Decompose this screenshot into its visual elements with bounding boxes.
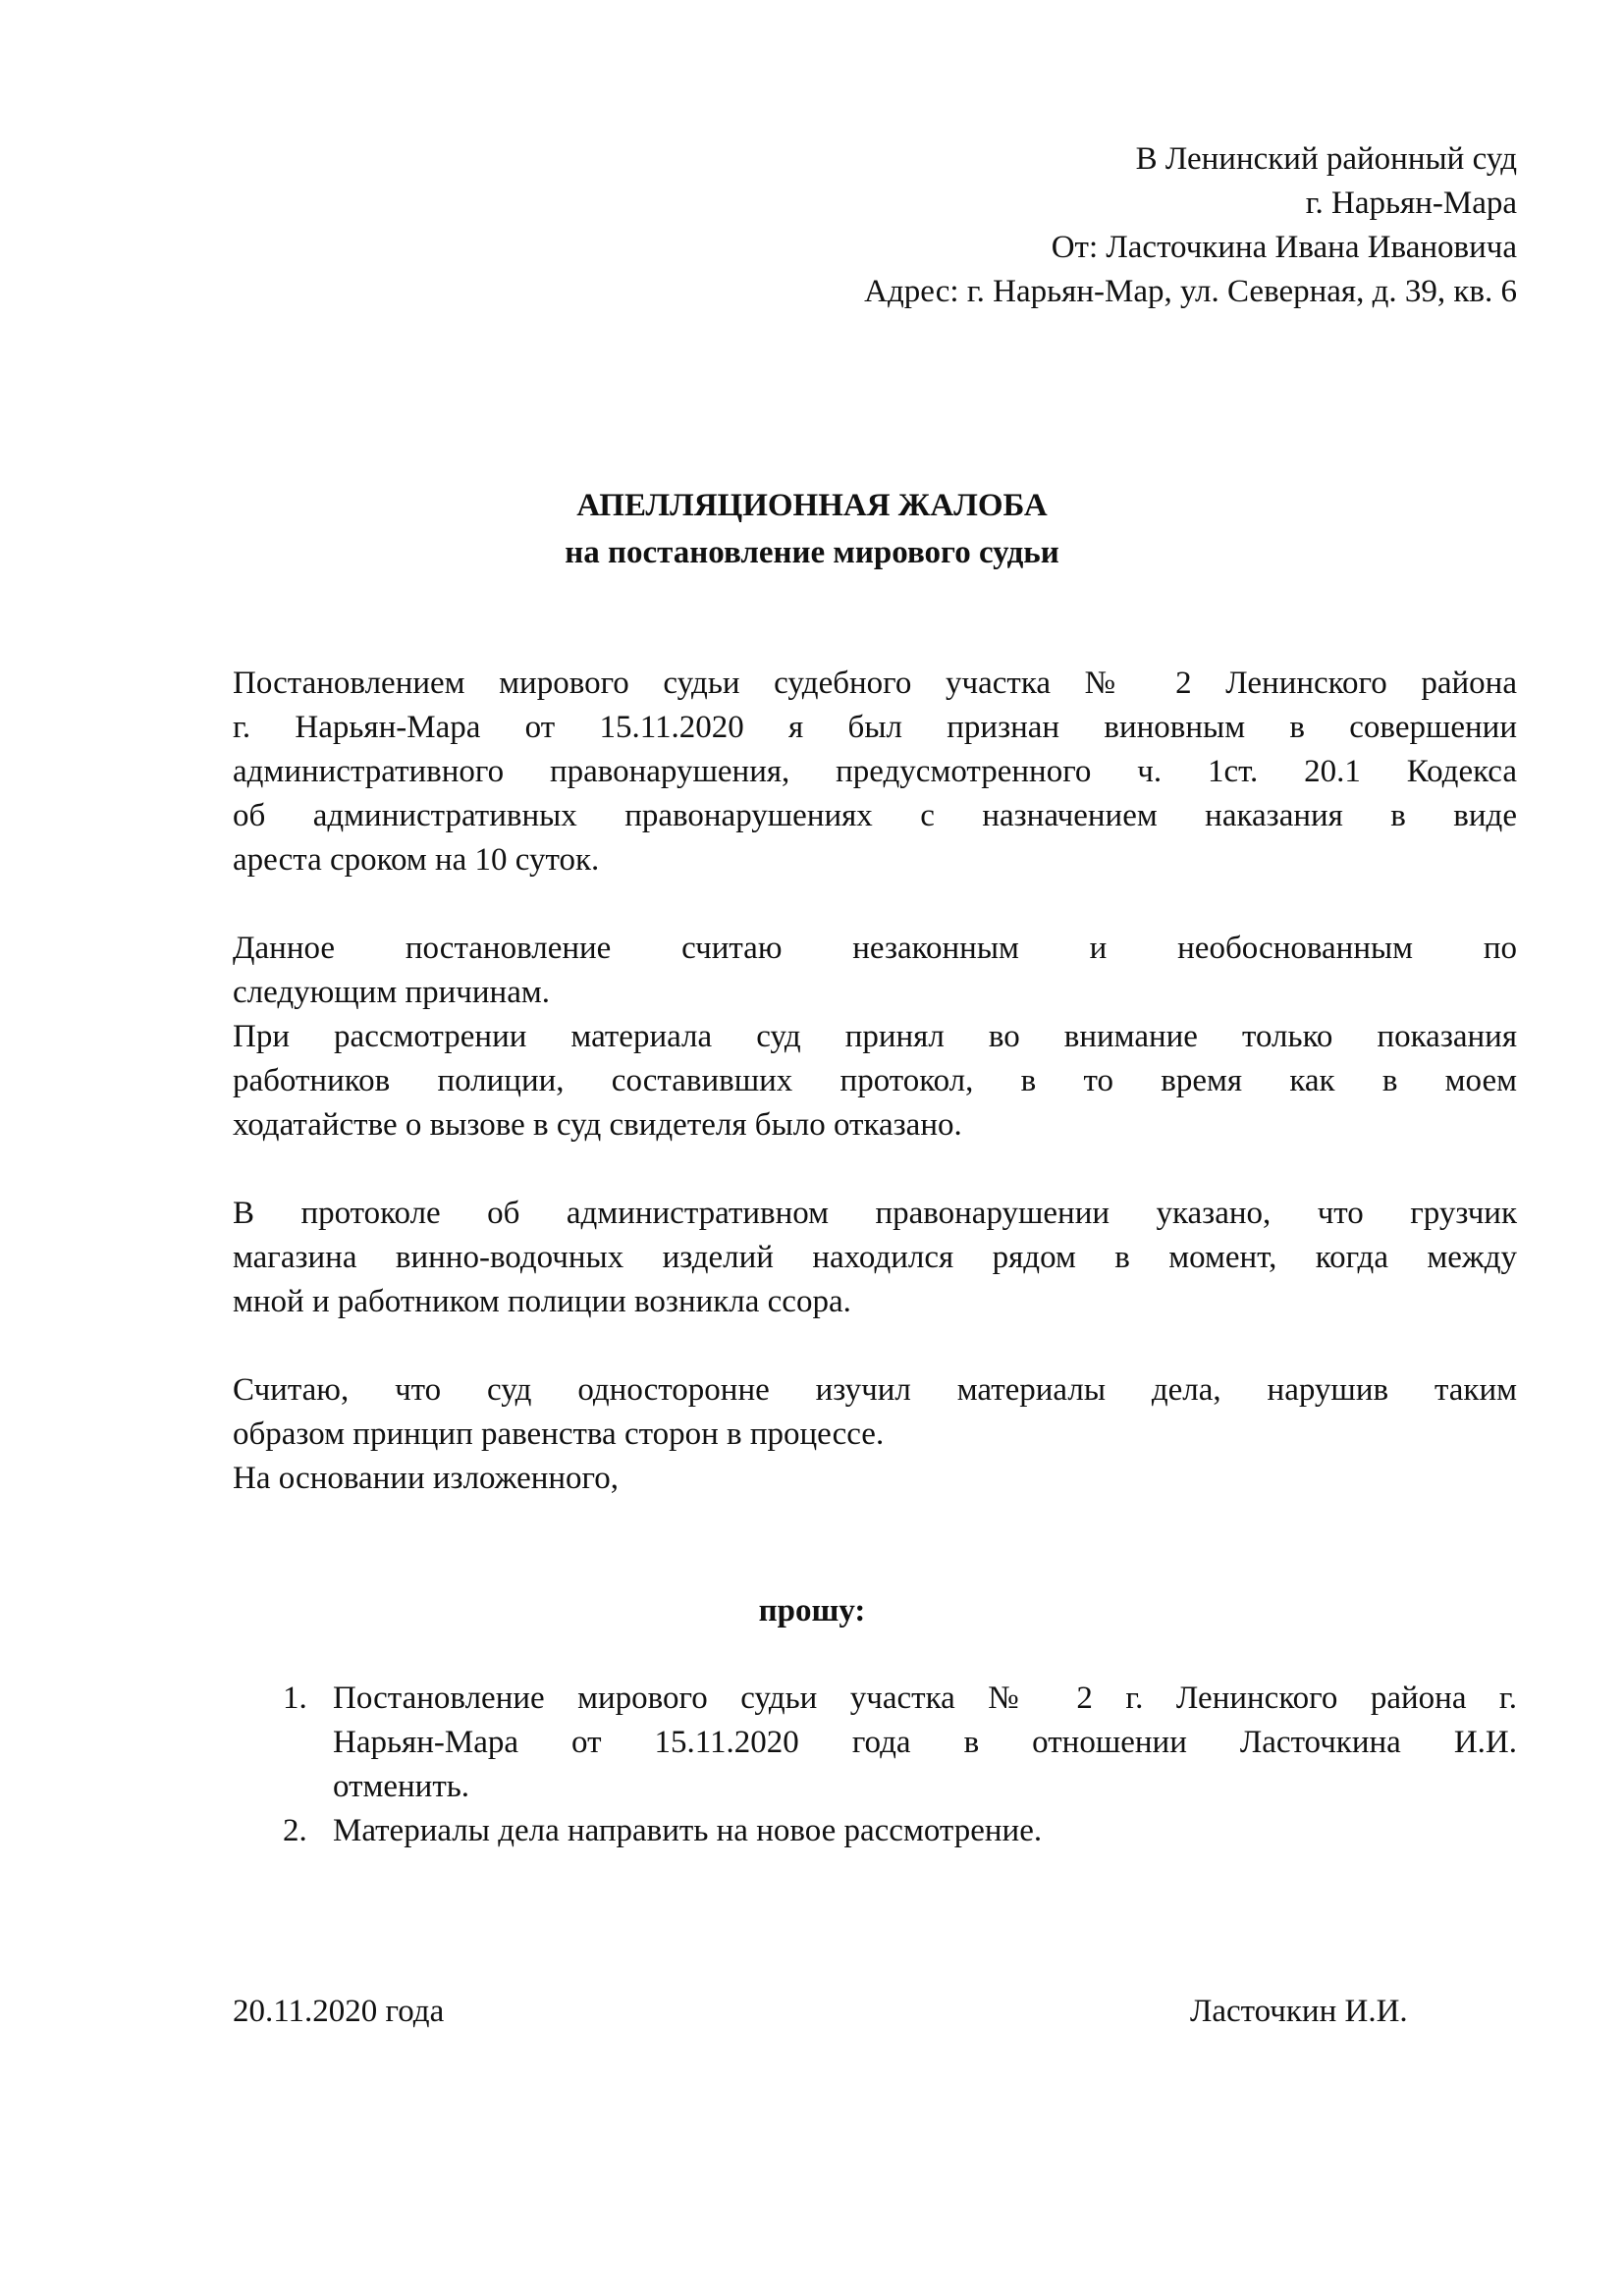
- text-line: Считаю, что суд односторонне изучил материалы дела, нарушив таким: [233, 1372, 1517, 1408]
- document-subtitle: на постановление мирового судьи: [565, 535, 1059, 570]
- paragraph-1: [233, 662, 1517, 882]
- addressee-court: В Ленинский районный суд: [1135, 141, 1517, 177]
- paragraph-2: [233, 927, 1517, 1015]
- request-list: [283, 1677, 1517, 1853]
- text-line: образом принцип равенства сторон в процессе.: [233, 1416, 885, 1452]
- text-line: отменить.: [333, 1769, 470, 1804]
- text-line: административного правонарушения, предусмотренного ч. 1ст. 20.1 Кодекса: [233, 754, 1517, 789]
- text-line: Постановление мирового судьи участка № 2 г. Ленинского района г.: [333, 1681, 1517, 1716]
- list-item: [283, 1809, 1517, 1853]
- document-title: АПЕЛЛЯЦИОННАЯ ЖАЛОБА: [576, 488, 1048, 523]
- text-line: магазина винно-водочных изделий находился рядом в момент, когда между: [233, 1240, 1517, 1275]
- list-number: 2.: [283, 1813, 307, 1848]
- addressee-city: г. Нарьян-Мара: [1305, 186, 1517, 221]
- paragraph-5: [233, 1368, 1517, 1501]
- request-heading: прошу:: [758, 1593, 866, 1629]
- text-line: ареста сроком на 10 суток.: [233, 842, 600, 878]
- text-line: Материалы дела направить на новое рассмотрение.: [333, 1813, 1043, 1848]
- sender-name: От: Ласточкина Ивана Ивановича: [1051, 230, 1517, 265]
- text-line: В протоколе об административном правонарушении указано, что грузчик: [233, 1196, 1517, 1231]
- text-line: Данное постановление считаю незаконным и необоснованным по: [233, 931, 1517, 966]
- text-line: г. Нарьян-Мара от 15.11.2020 я был признан виновным в совершении: [233, 710, 1517, 745]
- text-line: работников полиции, составивших протокол, в то время как в моем: [233, 1063, 1517, 1098]
- text-line: Нарьян-Мара от 15.11.2020 года в отношении Ласточкина И.И.: [333, 1725, 1517, 1760]
- list-number: 1.: [283, 1681, 307, 1716]
- text-line: следующим причинам.: [233, 975, 550, 1010]
- document-date: 20.11.2020 года: [233, 1994, 445, 2029]
- text-line: ходатайстве о вызове в суд свидетеля было отказано.: [233, 1107, 962, 1143]
- paragraph-4: [233, 1192, 1517, 1324]
- text-line: Постановлением мирового судьи судебного участка № 2 Ленинского района: [233, 666, 1517, 701]
- text-line: мной и работником полиции возникла ссора.: [233, 1284, 851, 1319]
- addressee-block: [864, 137, 1517, 314]
- paragraph-3: [233, 1015, 1517, 1148]
- sender-address: Адрес: г. Нарьян-Мар, ул. Северная, д. 39, кв. 6: [864, 274, 1517, 309]
- signature-name: Ласточкин И.И.: [1190, 1994, 1408, 2029]
- text-line: об административных правонарушениях с назначением наказания в виде: [233, 798, 1517, 833]
- list-item: [283, 1677, 1517, 1809]
- text-line: На основании изложенного,: [233, 1461, 620, 1496]
- text-line: При рассмотрении материала суд принял во внимание только показания: [233, 1019, 1517, 1054]
